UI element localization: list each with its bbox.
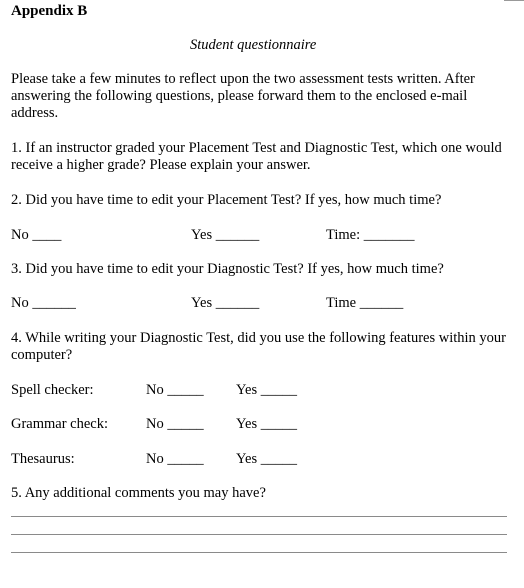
appendix-heading: Appendix B: [11, 3, 88, 19]
q3-time-answer[interactable]: Time ______: [326, 295, 404, 311]
q4-spell-checker-label: Spell checker:: [11, 382, 94, 398]
question-2: 2. Did you have time to edit your Placement Test? If yes, how much time?: [11, 192, 442, 208]
q4-grammar-check-yes[interactable]: Yes _____: [236, 416, 297, 432]
q4-thesaurus-yes[interactable]: Yes _____: [236, 451, 297, 467]
question-1: 1. If an instructor graded your Placement Test and Diagnostic Test, which one would receive a higher grade? Please explain your answer.: [11, 140, 502, 173]
q4-thesaurus-label: Thesaurus:: [11, 451, 75, 467]
q3-yes-answer[interactable]: Yes ______: [191, 295, 260, 311]
q4-thesaurus-no[interactable]: No _____: [146, 451, 204, 467]
q2-no-answer[interactable]: No ____: [11, 227, 62, 243]
q4-grammar-check-label: Grammar check:: [11, 416, 109, 432]
comment-line-3[interactable]: [11, 552, 507, 553]
question-5: 5. Any additional comments you may have?: [11, 485, 266, 501]
q4-spell-checker-yes[interactable]: Yes _____: [236, 382, 297, 398]
q3-no-answer[interactable]: No ______: [11, 295, 76, 311]
q4-spell-checker-no[interactable]: No _____: [146, 382, 204, 398]
page-corner-rule: [504, 0, 524, 1]
questionnaire-subtitle: Student questionnaire: [190, 37, 317, 53]
q4-grammar-check-no[interactable]: No _____: [146, 416, 204, 432]
question-4: 4. While writing your Diagnostic Test, did you use the following features within your computer?: [11, 330, 506, 363]
comment-line-1[interactable]: [11, 516, 507, 517]
q2-yes-answer[interactable]: Yes ______: [191, 227, 260, 243]
intro-paragraph: Please take a few minutes to reflect upon the two assessment tests written. After answering the following questions, please forward them to the enclosed e-mail address.: [11, 71, 475, 121]
comment-line-2[interactable]: [11, 534, 507, 535]
q2-time-answer[interactable]: Time: _______: [326, 227, 415, 243]
question-3: 3. Did you have time to edit your Diagnostic Test? If yes, how much time?: [11, 261, 444, 277]
